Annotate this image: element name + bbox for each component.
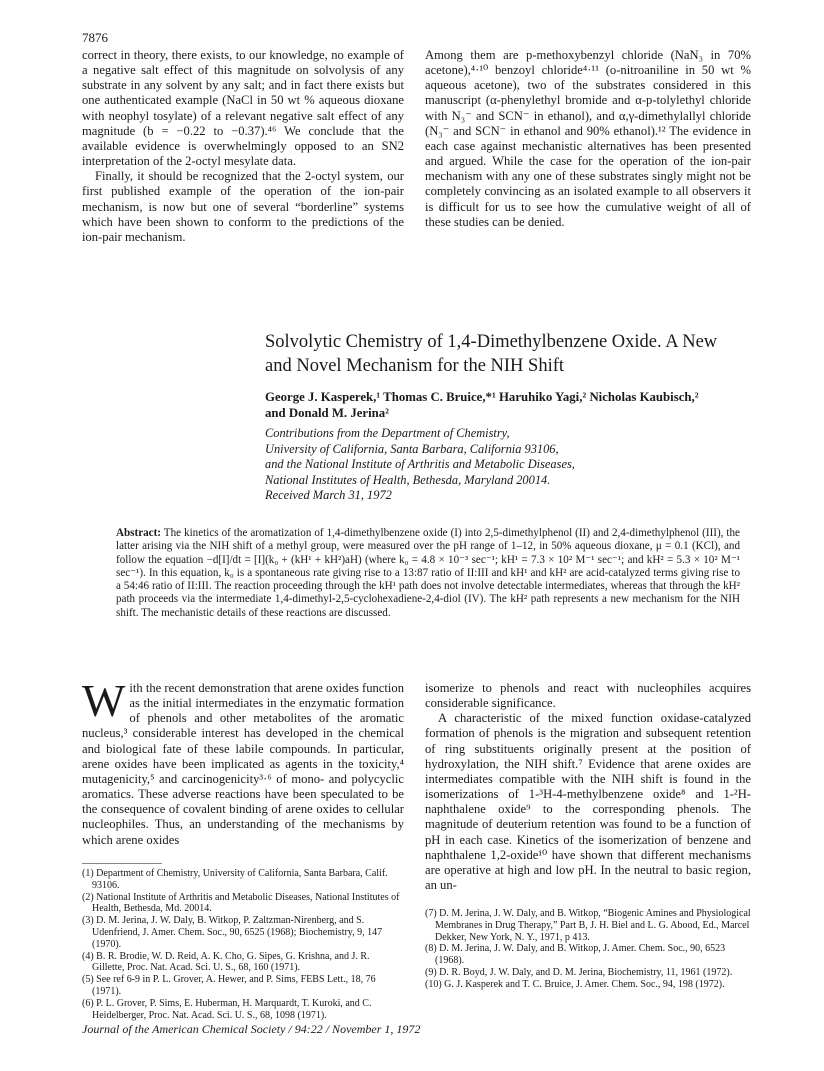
abstract-text: The kinetics of the aromatization of 1,4-dimethylbenzene oxide (I) into 2,5-dimethylphenol (II) and 2,4-dimethylphenol (III), the latter arising via the NIH shift of a methyl group, were measured over the pH range of 1–12, in 50% aqueous dioxane, μ = 0.1 (KCl), and follow the equation −d[I]/dt = [I](k₀ + (kH¹ + kH²)aH) (where k₀ = 4.8 × 10⁻³ sec⁻¹; kH¹ = 7.3 × 10² M⁻¹ sec⁻¹; and kH² = 5.3 × 10² M⁻¹ sec⁻¹). In this equation, k₀ is a spontaneous rate giving rise to a 13:87 ratio of II:III and kH¹ and kH² are acid-catalyzed terms giving rise to a 54:46 ratio of II:III. The reaction proceeding through the kH¹ path does not involve detectable intermediates, whereas that through the kH² path proceeds via the intermediate 1,4-dimethyl-2,5-cyclohexadiene-2,4-diol (IV). The kH² path represents a new mechanism for the NIH shift. The mechanistic details of these reactions are discussed.	[116, 527, 740, 619]
abstract	[116, 527, 740, 620]
footnote: (10) G. J. Kasperek and T. C. Bruice, J. Amer. Chem. Soc., 94, 198 (1972).	[425, 978, 725, 990]
footnotes-right	[425, 908, 751, 991]
footnote: (8) D. M. Jerina, J. W. Daly, and B. Witkop, J. Amer. Chem. Soc., 90, 6523 (1968).	[425, 943, 726, 967]
footnote: (4) B. R. Brodie, W. D. Reid, A. K. Cho, G. Sipes, G. Krishna, and J. R. Gillette, Proc. Nat. Acad. Sci. U. S., 68, 160 (1971).	[82, 950, 370, 974]
footnote: (5) See ref 6-9 in P. L. Grover, A. Hewer, and P. Sims, FEBS Lett., 18, 76 (1971).	[82, 974, 376, 997]
title-line: and Novel Mechanism for the NIH Shift	[265, 356, 565, 376]
paragraph: Finally, it should be recognized that the 2-octyl system, our first published example of the operation of the ion-pair mechanism, is now but one of several “borderline” systems which have been shown to conform to the predictions of the ion-pair mechanism.	[82, 169, 404, 244]
authors-line: George J. Kasperek,¹ Thomas C. Bruice,*¹ Haruhiko Yagi,² Nicholas Kaubisch,²	[265, 390, 699, 404]
previous-article-right-column	[425, 48, 751, 230]
footnote: (3) D. M. Jerina, J. W. Daly, B. Witkop, P. Zaltzman-Nirenberg, and S. Udenfriend, J. Amer. Chem. Soc., 90, 6525 (1968); Biochemistry, 9, 147 (1970).	[82, 915, 383, 950]
footnote-divider	[82, 863, 162, 864]
paragraph: isomerize to phenols and react with nucleophiles acquires considerable significance.	[425, 681, 751, 711]
abstract-label: Abstract:	[116, 527, 161, 539]
previous-article-left-column	[82, 48, 404, 245]
affiliation-line: National Institutes of Health, Bethesda, Maryland 20014.	[265, 472, 551, 487]
body-left-column	[82, 675, 404, 848]
page-number: 7876	[82, 30, 108, 45]
footnotes-left	[82, 868, 404, 1021]
author-list	[265, 389, 765, 421]
paragraph: A characteristic of the mixed function oxidase-catalyzed formation of phenols is the migration and subsequent retention of ring substituents originally present at the position of hydroxylation, the NIH shift.⁷ Evidence that arene oxides are intermediates compatible with the NIH shift is found in the isomerizations of 1-³H-4-methylbenzene oxide⁸ and 1-²H-naphthalene oxide⁹ to the corresponding phenols. The magnitude of deuterium retention was found to be a function of pH in each case. Kinetics of the isomerization of benzene and naphthalene 1,2-oxide¹⁰ have shown that different mechanisms are operative at high and low pH. In the neutral to basic region, an un-	[425, 711, 751, 893]
article-title	[265, 330, 765, 378]
affiliation-line: Contributions from the Department of Chemistry,	[265, 426, 510, 440]
footnote: (9) D. R. Boyd, J. W. Daly, and D. M. Jerina, Biochemistry, 11, 1961 (1972).	[425, 966, 733, 978]
footnote: (1) Department of Chemistry, University of California, Santa Barbara, Calif. 93106.	[82, 868, 388, 891]
journal-footer: Journal of the American Chemical Society / 94:22 / November 1, 1972	[82, 1022, 421, 1036]
paragraph	[82, 675, 404, 848]
title-line: Solvolytic Chemistry of 1,4-Dimethylbenzene Oxide. A New	[265, 332, 718, 352]
affiliation-line: and the National Institute of Arthritis and Metabolic Diseases,	[265, 457, 575, 472]
drop-cap: W	[82, 675, 126, 726]
paragraph: correct in theory, there exists, to our knowledge, no example of a negative salt effect of this magnitude on solvolysis of any substrate in any solvent by any salt; and in fact there exists but one authenticated example (NaCl in 50 wt % aqueous dioxane with neophyl tosylate) of a relevant negative salt effect of any magnitude (b = −0.22 to −0.37).⁴⁶ We conclude that the available evidence is overwhelmingly opposed to an SN2 interpretation of the 2-octyl mesylate data.	[82, 48, 404, 169]
footnote: (7) D. M. Jerina, J. W. Daly, and B. Witkop, “Biogenic Amines and Physiological Membranes in Drug Therapy,” Part B, J. H. Biel and L. G. Abood, Ed., Marcel Dekker, New York, N. Y., 1971, p 413.	[425, 908, 751, 943]
body-right-column	[425, 681, 751, 893]
authors-line: and Donald M. Jerina²	[265, 406, 390, 420]
paragraph-text: ith the recent demonstration that arene oxides function as the initial intermediates in the enzymatic formation of phenols and other metabolites of the aromatic nucleus,³ considerable interest has developed in the chemical and biological fate of these labile compounds. In particular, arene oxides have been implicated as agents in the toxicity,⁴ mutagenicity,⁵ and carcinogenicity³·⁶ of mono- and polycyclic aromatics. These adverse reactions have been speculated to be the consequence of covalent binding of arene oxides to cellular nucleophiles. Thus, an understanding of the mechanisms by which arene oxides	[82, 681, 404, 847]
footnote: (6) P. L. Grover, P. Sims, E. Huberman, H. Marquardt, T. Kuroki, and C. Heidelberger, Proc. Nat. Acad. Sci. U. S., 68, 1098 (1971).	[82, 997, 372, 1021]
paragraph: Among them are p-methoxybenzyl chloride (NaN₃ in 70% acetone),⁴·¹⁰ benzoyl chloride⁴·¹¹ (o-nitroaniline in 50 wt % aqueous acetone), two of the substrates considered in this manuscript (α-phenylethyl bromide and α-p-tolylethyl chloride with N₃⁻ and SCN⁻ in ethanol), and α,γ-dimethylallyl chloride (N₃⁻ and SCN⁻ in ethanol and 90% ethanol).¹² The evidence in each case against mechanistic alternatives has been presented and argued. While the case for the operation of the ion-pair mechanism with any one of these substrates singly might not be completely convincing as an isolated example to all observers it is difficult for us to see how the cumulative weight of all of these studies can be denied.	[425, 48, 751, 229]
footnote: (2) National Institute of Arthritis and Metabolic Diseases, National Institutes of Health, Bethesda, Md. 20014.	[82, 891, 400, 915]
received-date: Received March 31, 1972	[265, 488, 392, 503]
affiliation-block	[265, 426, 765, 504]
affiliation-line: University of California, Santa Barbara, California 93106,	[265, 441, 559, 456]
